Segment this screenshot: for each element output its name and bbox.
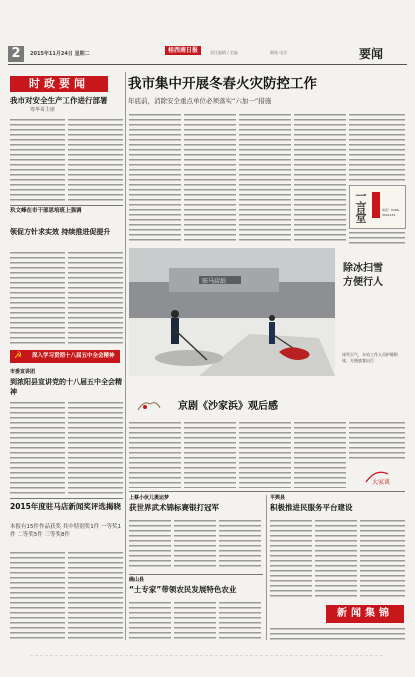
masthead: 桂西南日报 <box>165 46 201 55</box>
article3-title: 到浓阳县宣讲党的十八届五中全会精神 <box>10 378 122 396</box>
page-number: 2 <box>8 46 24 62</box>
main-body-col4 <box>294 112 346 244</box>
article4-body-col2 <box>68 550 123 640</box>
editor-line: 责任编辑 / 美编 <box>210 50 238 55</box>
article3-body-col1 <box>10 400 65 495</box>
article1-body-col1 <box>10 117 65 202</box>
bottom-a3-col2 <box>174 600 216 640</box>
bottom-a1-col3 <box>219 518 261 570</box>
bottom-article1-title: 获世界武术锦标赛银打冠军 <box>129 503 219 512</box>
article2-body-col1 <box>10 250 65 345</box>
photo-caption-line1: 除冰扫雪 <box>343 263 383 274</box>
main-body-col5 <box>349 112 405 182</box>
bottom-a2-footer <box>270 626 405 640</box>
article1-subtitle: 筹华哥主席 <box>30 107 56 113</box>
calligraphy-ad <box>349 185 406 229</box>
bottom-a2-col3 <box>360 518 405 598</box>
article2-body-col2 <box>68 250 123 345</box>
party-banner-text: 深入学习贯彻十八届五中全会精神 <box>32 353 115 359</box>
culture-headline: 京剧《沙家浜》观后感 <box>178 401 278 412</box>
culture-body-col4 <box>294 420 346 488</box>
article1-title: 我市对安全生产工作进行部署 <box>10 96 108 105</box>
bottom-a1-col2 <box>174 518 216 570</box>
party-study-banner <box>10 350 120 363</box>
article3-body-col2 <box>68 400 123 495</box>
article4-subtitle: 本报有15件作品获奖 其中特别奖1件 一等奖1件 二等奖5件 三等奖8件 <box>10 524 121 538</box>
date-line: 2015年11月24日 星期二 <box>30 51 90 57</box>
culture-body-col5 <box>349 420 405 460</box>
ad-phone: 电话：0396-0001234 <box>382 208 400 217</box>
bottom-article1-kicker: 上蔡小伙儿奥运梦 <box>129 495 170 501</box>
bottom-article3-title: “土专家”带领农民发展特色农业 <box>129 585 237 594</box>
bottom-a1-col1 <box>129 518 171 570</box>
station-sign: 驻马店站 <box>202 278 227 285</box>
photo-caption-text: 冰雪天气，车站工作人员铲除积冰，方便旅客出行 <box>342 352 398 363</box>
bottom-article2-title: 积极推进民服务平台建设 <box>270 503 353 512</box>
bottom-a3-col3 <box>219 600 261 640</box>
culture-body-col3 <box>239 420 291 488</box>
main-body-col5b <box>349 230 405 244</box>
contact-line: 邮箱 电话 <box>270 50 288 55</box>
stamp-text: 大家谈 <box>372 479 391 486</box>
bottom-a3-col1 <box>129 600 171 640</box>
main-headline: 我市集中开展冬春火灾防控工作 <box>128 76 317 92</box>
divider <box>10 498 123 499</box>
main-body-col2 <box>184 112 236 244</box>
main-subheadline: 年底前，消除安全重点单位必须落实“六加一”措施 <box>128 97 272 105</box>
article3-kicker: 市委宣讲团 <box>10 369 36 375</box>
ad-calligraphy: 一言堂 <box>354 190 367 223</box>
divider <box>129 491 405 492</box>
main-body-col3 <box>239 112 291 244</box>
article4-body-col1 <box>10 550 65 640</box>
discussion-stamp-icon <box>364 464 400 486</box>
bottom-a2-col1 <box>270 518 312 598</box>
divider <box>129 574 263 575</box>
article2-title: 玖文峰在市干部思培班上强调 <box>10 208 82 214</box>
divider <box>10 205 123 206</box>
news-digest-bar: 新闻集锦 <box>326 605 404 623</box>
station-snow-photo <box>129 248 335 376</box>
photo-illustration <box>129 248 335 376</box>
bottom-ornament <box>30 653 385 658</box>
page-header <box>8 44 407 65</box>
column-divider <box>125 72 126 640</box>
ad-red-bar <box>372 192 380 218</box>
politics-banner: 时政要闻 <box>10 76 108 92</box>
article2-subtitle: 领促方针求实效 持续推进促提升 <box>10 228 111 236</box>
opera-mask-icon <box>136 398 162 414</box>
culture-body-col2 <box>184 420 236 488</box>
article1-body-col2 <box>68 117 123 202</box>
party-emblem-icon: ☭ <box>14 351 23 361</box>
photo-caption <box>343 262 383 290</box>
article4-title: 2015年度驻马店新闻奖评选揭晓 <box>10 502 121 511</box>
photo-caption-line2: 方便行人 <box>343 277 383 288</box>
column-divider <box>266 495 267 640</box>
culture-body-col1 <box>129 420 181 488</box>
bottom-article2-kicker: 平舆县 <box>270 495 286 501</box>
bottom-article3-kicker: 确山县 <box>129 577 145 583</box>
main-body-col1 <box>129 112 181 244</box>
section-title: 要闻 <box>358 47 383 61</box>
bottom-a2-col2 <box>315 518 357 598</box>
